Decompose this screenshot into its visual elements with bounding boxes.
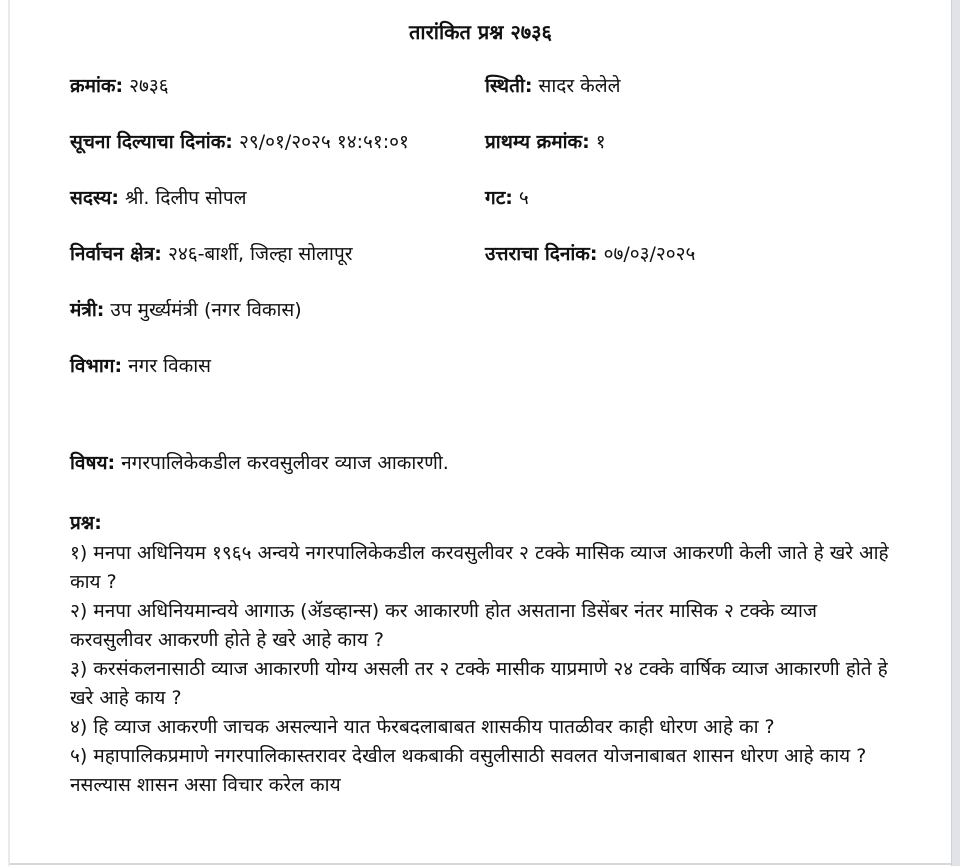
meta-row [70, 352, 891, 408]
document-title: तारांकित प्रश्न २७३६ [409, 20, 552, 44]
meta-row [70, 184, 891, 240]
field-label: गट: [485, 187, 513, 209]
question-item-2: २) मनपा अधिनियमान्वये आगाऊ (ॲडव्हान्स) कर आकारणी होत असताना डिसेंबर नंतर मासिक २ टक्के व्याज करवसुलीवर आकरणी होते हे खरे आहे काय ? [70, 600, 817, 651]
question-item-3: ३) करसंकलनासाठी व्याज आकारणी योग्य असली तर २ टक्के मासीक याप्रमाणे २४ टक्के वार्षिक व्याज आकारणी होते हे खरे आहे काय ? [70, 658, 888, 709]
question-items [70, 539, 891, 800]
field-value: नगर विकास [128, 355, 212, 377]
meta-row [70, 72, 891, 128]
field-value: २९/०१/२०२५ १४:५१:०१ [238, 131, 409, 153]
question-label: प्रश्न: [70, 512, 102, 534]
field-group [485, 184, 891, 212]
field-label: सूचना दिल्याचा दिनांक: [70, 131, 233, 153]
metadata-section [70, 72, 891, 408]
field-value: २४६-बार्शी, जिल्हा सोलापूर [167, 243, 353, 265]
meta-row [70, 296, 891, 352]
subject-section [70, 449, 891, 477]
field-sthiti [485, 72, 891, 100]
field-value: श्री. दिलीप सोपल [125, 187, 247, 209]
meta-row [70, 240, 891, 296]
field-value: ०७/०३/२०२५ [603, 243, 696, 265]
field-value: उप मुर्ख्यमंत्री (नगर विकास) [110, 299, 302, 321]
subject-label: विषय: [70, 452, 116, 474]
field-label: स्थिती: [485, 75, 533, 97]
question-section [70, 509, 891, 800]
field-kramank [70, 72, 485, 100]
field-priority-number [485, 128, 891, 156]
field-label: प्राथम्य क्रमांक: [485, 131, 590, 153]
page-edge-right [951, 0, 960, 866]
field-constituency [70, 240, 485, 268]
field-value: १ [595, 131, 606, 153]
field-label: विभाग: [70, 355, 123, 377]
field-department [70, 352, 485, 380]
field-label: उत्तराचा दिनांक: [485, 243, 598, 265]
field-label: मंत्री: [70, 299, 105, 321]
field-member [70, 184, 485, 212]
page-edge-bottom [10, 863, 951, 865]
field-value: २७३६ [129, 75, 169, 97]
field-label: निर्वाचन क्षेत्र: [70, 243, 162, 265]
field-label: क्रमांक: [70, 75, 124, 97]
question-item-5: ५) महापालिकप्रमाणे नगरपालिकास्तरावर देखील थकबाकी वसुलीसाठी सवलत योजनाबाबत शासन धोरण आहे काय ? नसल्यास शासन असा विचार करेल काय [70, 745, 867, 796]
meta-row [70, 128, 891, 184]
field-label: सदस्य: [70, 187, 119, 209]
field-value: सादर केलेले [538, 75, 621, 97]
field-minister [70, 296, 485, 324]
subject-value: नगरपालिकेकडील करवसुलीवर व्याज आकारणी. [121, 452, 449, 474]
field-notice-date [70, 128, 485, 156]
question-item-4: ४) हि व्याज आकरणी जाचक असल्याने यात फेरबदलाबाबत शासकीय पातळीवर काही धोरण आहे का ? [70, 716, 775, 738]
field-value: ५ [518, 187, 529, 209]
field-answer-date [485, 240, 891, 268]
question-item-1: १) मनपा अधिनियम १९६५ अन्वये नगरपालिकेकडील करवसुलीवर २ टक्के मासिक व्याज आकरणी केली जाते हे खरे आहे काय ? [70, 542, 889, 593]
